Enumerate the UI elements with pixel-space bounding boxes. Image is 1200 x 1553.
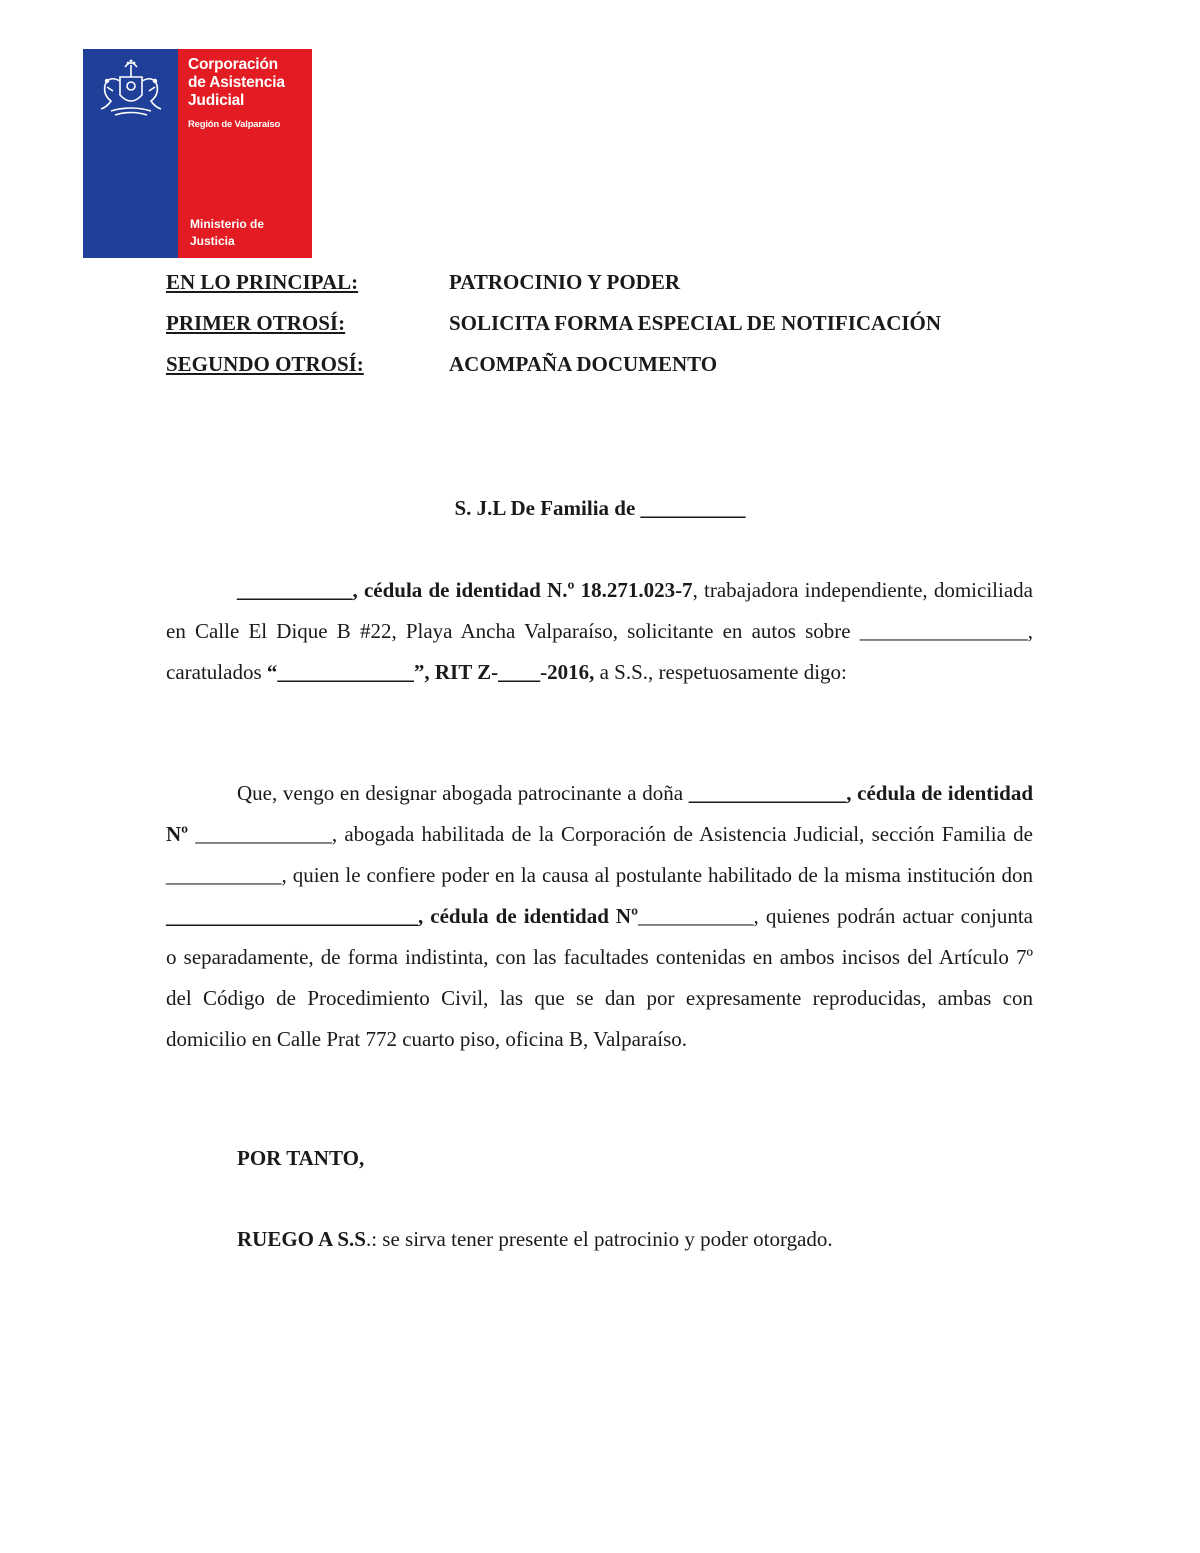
logo-title	[188, 56, 285, 110]
paragraph-text: , trabajadora independiente, domiciliada en Calle El Dique B #22, Playa Ancha Valparaíso, solicitante en autos sobre ________________, caratulados	[166, 578, 1033, 684]
summary-value: PATROCINIO Y PODER	[449, 270, 680, 294]
summary-label: SEGUNDO OTROSÍ:	[166, 352, 364, 376]
paragraph-appearance	[166, 570, 1033, 693]
logo-ministry	[190, 216, 264, 250]
paragraph-text: ___________, quienes podrán actuar conjunta o separadamente, de forma indistinta, con las facultades contenidas en ambos incisos del Artículo 7º del Código de Procedimiento Civil, las que se dan por expresamente reproducidas, ambas con domicilio en Calle Prat 772 cuarto piso, oficina B, Valparaíso.	[166, 904, 1033, 1051]
coat-of-arms-icon	[93, 57, 169, 119]
id-label: , cédula de identidad N.º 18.271.023-7	[352, 578, 693, 602]
case-caption: “_____________”, RIT Z-____-2016,	[266, 660, 595, 684]
logo-ministry-line: Justicia	[190, 234, 235, 248]
institution-logo	[83, 49, 312, 258]
paragraph-text: a S.S., respetuosamente digo:	[594, 660, 847, 684]
logo-title-line: de Asistencia	[188, 74, 285, 91]
summary-label: EN LO PRINCIPAL:	[166, 270, 359, 294]
summary-label: PRIMER OTROSÍ:	[166, 311, 346, 335]
logo-blue-panel	[83, 49, 178, 258]
paragraph-text: Que, vengo en designar abogada patrocinante a doña	[237, 781, 689, 805]
por-tanto: POR TANTO,	[237, 1146, 365, 1170]
logo-title-line: Corporación	[188, 56, 278, 73]
logo-ministry-line: Ministerio de	[190, 217, 265, 231]
name-blank: ___________	[237, 578, 353, 602]
ruego-label: RUEGO A S.S	[237, 1227, 366, 1251]
logo-title-line: Judicial	[188, 92, 245, 109]
paragraph-designation	[166, 773, 1033, 1060]
logo-region: Región de Valparaíso	[188, 119, 281, 130]
attorney-id-label: _______________, cédula de identidad Nº	[166, 781, 1033, 846]
ruego-line	[237, 1227, 833, 1252]
court-heading: S. J.L De Familia de __________	[454, 496, 746, 520]
summary-value: SOLICITA FORMA ESPECIAL DE NOTIFICACIÓN	[449, 311, 942, 335]
summary-value: ACOMPAÑA DOCUMENTO	[449, 352, 718, 376]
postulant-id-label: ________________________, cédula de identidad Nº	[166, 904, 639, 928]
ruego-text: .: se sirva tener presente el patrocinio y poder otorgado.	[365, 1227, 833, 1251]
paragraph-text: _____________, abogada habilitada de la Corporación de Asistencia Judicial, sección Familia de ___________, quien le confiere poder en la causa al postulante habilitado de la misma institución don	[166, 822, 1033, 887]
logo-red-panel	[178, 49, 312, 258]
